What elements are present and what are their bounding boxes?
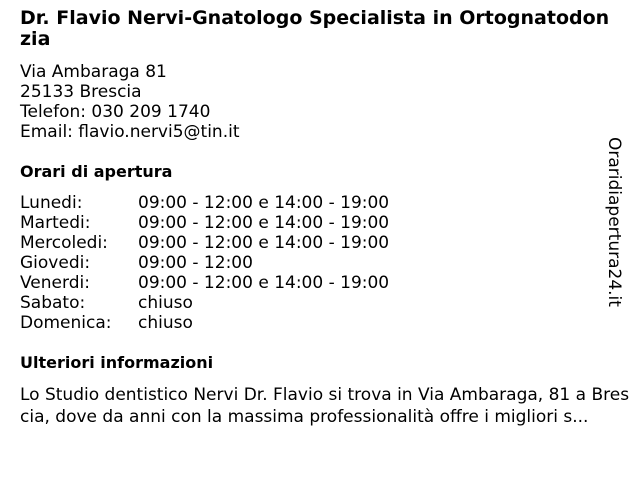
hours-row-mercoledi (20, 233, 620, 253)
info-description: Lo Studio dentistico Nervi Dr. Flavio si trova in Via Ambaraga, 81 a Brescia, dove da anni con la massima professionalità offre i migliori s... (20, 385, 630, 427)
hours-time: 09:00 - 12:00 e 14:00 - 19:00 (138, 193, 390, 213)
hours-heading: Orari di apertura (20, 162, 173, 181)
hours-row-giovedi (20, 253, 620, 273)
hours-row-domenica (20, 313, 620, 333)
address-city: 25133 Brescia (20, 82, 142, 102)
hours-time: 09:00 - 12:00 e 14:00 - 19:00 (138, 273, 390, 293)
brand-watermark: Oraridiapertura24.it (604, 137, 624, 307)
hours-day: Giovedi: (20, 253, 91, 273)
hours-row-martedi (20, 213, 620, 233)
hours-row-venerdi (20, 273, 620, 293)
hours-table (20, 193, 620, 333)
hours-day: Mercoledi: (20, 233, 108, 253)
address-street: Via Ambaraga 81 (20, 62, 167, 82)
hours-day: Lunedi: (20, 193, 83, 213)
hours-time: 09:00 - 12:00 e 14:00 - 19:00 (138, 213, 390, 233)
hours-time: chiuso (138, 313, 193, 333)
hours-day: Sabato: (20, 293, 86, 313)
business-card (20, 7, 630, 428)
email-address: Email: flavio.nervi5@tin.it (20, 122, 240, 142)
business-title: Dr. Flavio Nervi-Gnatologo Specialista in Ortognatodonzia (20, 7, 610, 50)
hours-time: chiuso (138, 293, 193, 313)
hours-row-lunedi (20, 193, 620, 213)
address-block (20, 62, 620, 142)
hours-time: 09:00 - 12:00 e 14:00 - 19:00 (138, 233, 390, 253)
hours-time: 09:00 - 12:00 (138, 253, 253, 273)
hours-day: Domenica: (20, 313, 112, 333)
hours-day: Martedi: (20, 213, 91, 233)
phone-number: Telefon: 030 209 1740 (20, 102, 211, 122)
hours-row-sabato (20, 293, 620, 313)
info-heading: Ulteriori informazioni (20, 353, 214, 372)
hours-day: Venerdi: (20, 273, 90, 293)
